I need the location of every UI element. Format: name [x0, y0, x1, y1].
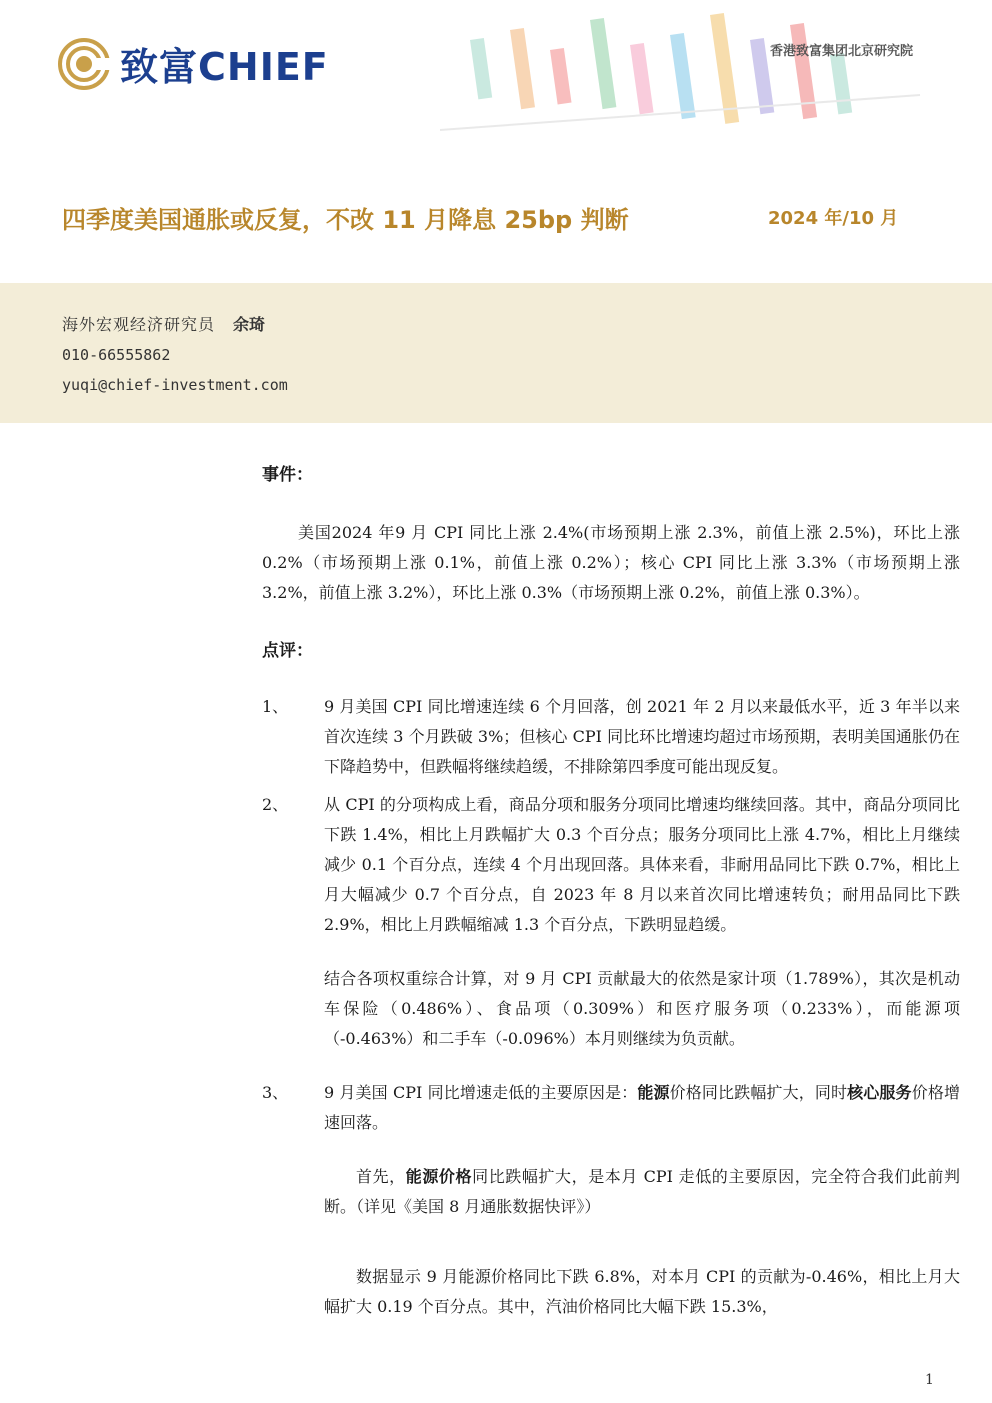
comment-heading: 点评：: [262, 641, 313, 661]
institute-name: 香港致富集团北京研究院: [770, 44, 914, 59]
list-text: 9 月美国 CPI 同比增速连续 6 个月回落，创 2021 年 2 月以来最低水平，近 3 年半以来首次连续 3 个月跌破 3%；但核心 CPI 同比环比增速均超过市场预期，表明美国通胀仍在下降趋势中，但跌幅将继续趋缓，不排除第四季度可能出现反复。: [324, 697, 960, 776]
contribution-paragraph: 结合各项权重综合计算，对 9 月 CPI 贡献最大的依然是家计项（1.789%），其次是机动车保险（0.486%）、食品项（0.309%）和医疗服务项（0.233%），而能源项（-0.463%）和二手车（-0.096%）本月则继续为负贡献。: [324, 969, 960, 1048]
analyst-name: 余琦: [233, 315, 266, 334]
analyst-info: [62, 310, 288, 400]
chief-logo-icon: [58, 38, 116, 90]
list-item: [262, 692, 960, 782]
analyst-phone: 010-66555862: [62, 346, 171, 364]
list-item: [262, 1078, 960, 1138]
list-number: 3、: [262, 1083, 289, 1102]
logo-text: 致富CHIEF: [120, 45, 329, 89]
page-number: 1: [925, 1372, 934, 1388]
analyst-role: 海外宏观经济研究员: [62, 315, 216, 334]
bar-chart-decoration: [440, 0, 960, 180]
list-number: 1、: [262, 697, 289, 716]
energy-paragraph: 首先，能源价格同比跌幅扩大，是本月 CPI 走低的主要原因，完全符合我们此前判断。（详见《美国 8 月通胀数据快评》）: [324, 1167, 960, 1216]
report-body: [262, 460, 960, 1338]
event-heading: 事件：: [262, 465, 313, 485]
report-header: [0, 0, 992, 280]
list-number: 2、: [262, 795, 289, 814]
energy-data-paragraph: 数据显示 9 月能源价格同比下跌 6.8%，对本月 CPI 的贡献为-0.46%，相比上月大幅扩大 0.19 个百分点。其中，汽油价格同比大幅下跌 15.3%，: [324, 1267, 960, 1316]
report-title: 四季度美国通胀或反复，不改 11 月降息 25bp 判断: [62, 206, 629, 234]
list-text: 从 CPI 的分项构成上看，商品分项和服务分项同比增速均继续回落。其中，商品分项同比下跌 1.4%，相比上月跌幅扩大 0.3 个百分点；服务分项同比上涨 4.7%，相比上月继续减少 0.1 个百分点，连续 4 个月出现回落。具体来看，非耐用品同比下跌 0.7%，相比上月大幅减少 0.7 个百分点，自 2023 年 8 月以来首次同比增速转负；耐用品同比下跌 2.9%，相比上月跌幅缩减 1.3 个百分点，下跌明显趋缓。: [324, 795, 960, 934]
event-paragraph: 美国2024 年9 月 CPI 同比上涨 2.4%(市场预期上涨 2.3%，前值上涨 2.5%)，环比上涨 0.2%（市场预期上涨 0.1%，前值上涨 0.2%）；核心 CPI 同比上涨 3.3%（市场预期上涨 3.2%，前值上涨 3.2%），环比上涨 0.3%（市场预期上涨 0.2%，前值上涨 0.3%）。: [262, 523, 960, 602]
list-text: 9 月美国 CPI 同比增速走低的主要原因是：能源价格同比跌幅扩大，同时核心服务价格增速回落。: [324, 1083, 960, 1132]
report-date: 2024 年/10 月: [768, 208, 899, 229]
list-item: [262, 790, 960, 940]
analyst-email[interactable]: yuqi@chief-investment.com: [62, 376, 288, 394]
company-logo: [58, 36, 329, 91]
